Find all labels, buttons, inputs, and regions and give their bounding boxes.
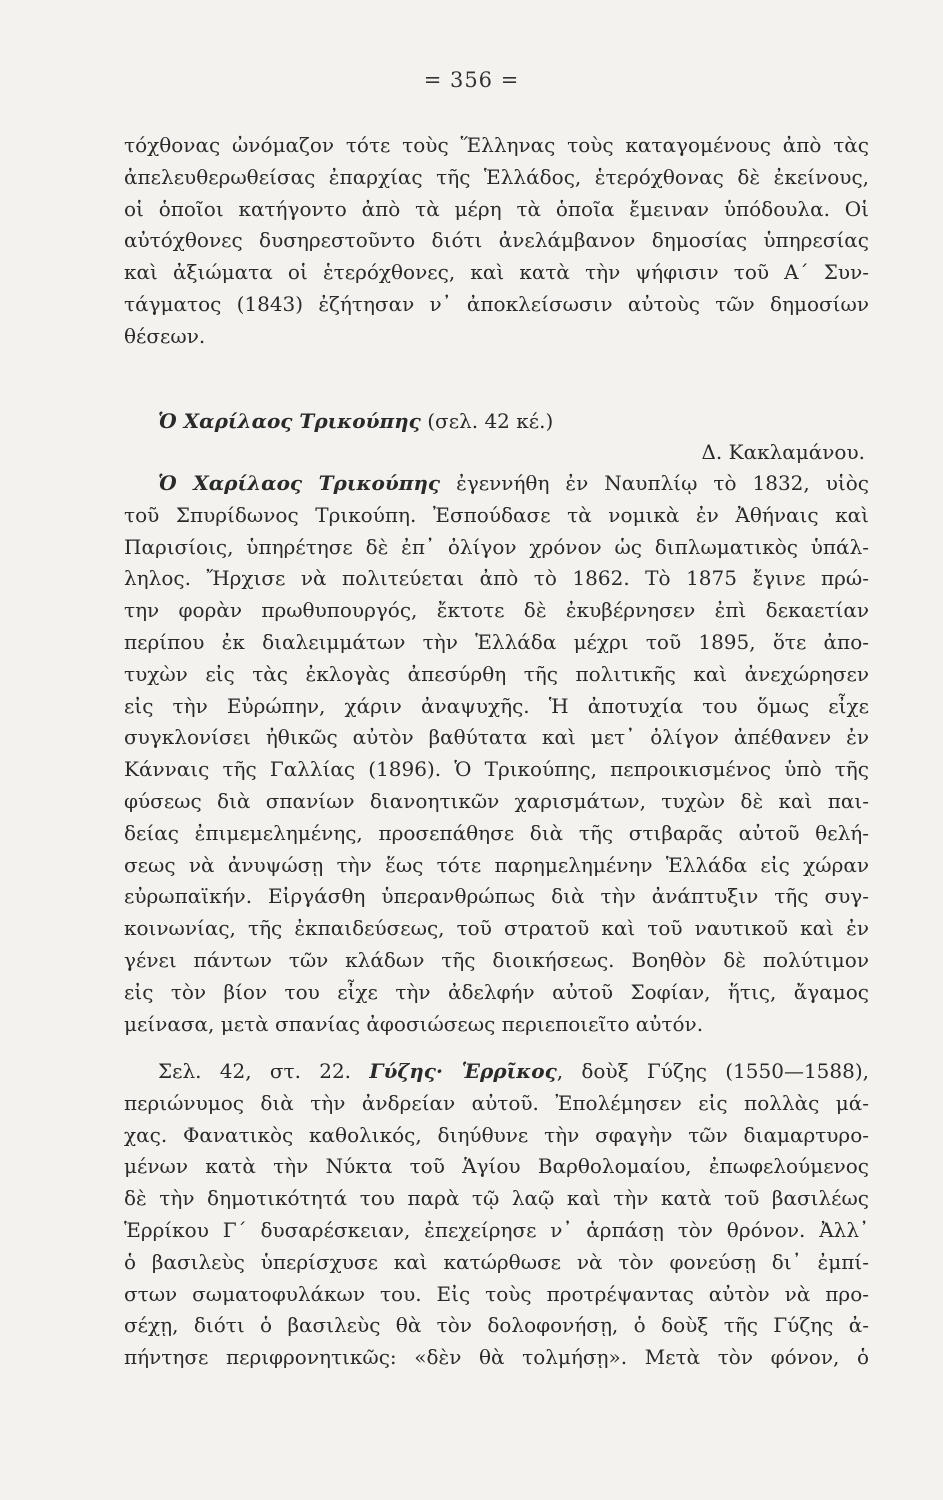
text-line: οἱ ὁποῖοι κατήγοντο ἀπὸ τὰ μέρη τὰ ὁποῖα ἔμειναν ὑπόδουλα. Οἱ [124,196,869,221]
text-line: αὐτόχθονες δυσηρεστοῦντο διότι ἀνελάμβανον δημοσίας ὑπηρεσίας [124,228,869,253]
paragraph-2 [124,468,869,1040]
text-line: γένει πάντων τῶν κλάδων τῆς διοικήσεως. Βοηθὸν δὲ πολύτιμον [124,947,869,972]
text-line: Ἑρρίκου Γ΄ δυσαρέσκειαν, ἐπεχείρησε ν᾽ ἁρπάσῃ τὸν θρόνον. Ἀλλ᾽ [124,1217,869,1242]
paragraph-1 [124,130,869,353]
author-signature: Δ. Κακλαμάνου. [701,440,865,464]
text-line: δείας ἐπιμεμελημένης, προσεπάθησε διὰ τῆς στιβαρᾶς αὐτοῦ θελή- [124,820,869,845]
text-line-first [124,468,869,500]
text-line: εἰς τὸν βίον του εἶχε τὴν ἀδελφήν αὐτοῦ Σοφίαν, ἥτις, ἄγαμος [124,979,869,1004]
text-line: τυχὼν εἰς τὰς ἐκλογὰς ἀπεσύρθη τῆς πολιτικῆς καὶ ἀνεχώρησεν [124,661,869,686]
text-line: εὐρωπαϊκήν. Εἰργάσθη ὑπερανθρώπως διὰ τὴν ἀνάπτυξιν τῆς συγ- [124,884,869,909]
text-line: εἰς τὴν Εὐρώπην, χάριν ἀναψυχῆς. Ἡ ἀποτυχία του ὅμως εἶχε [124,693,869,718]
text-span: ἐγεννήθη ἐν Ναυπλίῳ τὸ 1832, υἱὸς [440,471,869,495]
text-line: στων σωματοφυλάκων του. Εἰς τοὺς προτρέψαντας αὐτὸν νὰ προ- [124,1281,869,1306]
text-line: μένων κατὰ τὴν Νύκτα τοῦ Ἁγίου Βαρθολομαίου, ἐπωφελούμενος [124,1154,869,1179]
text-line: σέχῃ, διότι ὁ βασιλεὺς θὰ τὸν δολοφονήσῃ, ὁ δοὺξ τῆς Γύζης ἀ- [124,1313,869,1338]
text-line: Παρισίοις, ὑπηρέτησε δὲ ἐπ᾽ ὀλίγον χρόνον ὡς διπλωματικὸς ὑπάλ- [124,534,869,559]
text-line: φύσεως διὰ σπανίων διανοητικῶν χαρισμάτων, τυχὼν δὲ καὶ παι- [124,788,869,813]
text-line: δὲ τὴν δημοτικότητά του παρὰ τῷ λαῷ καὶ τὴν κατὰ τοῦ βασιλέως [124,1186,869,1211]
text-line: συγκλονίσει ἠθικῶς αὐτὸν βαθύτατα καὶ μετ᾽ ὀλίγον ἀπέθανεν ἐν [124,725,869,750]
section-heading-title: Ὁ Χαρίλαος Τρικούπης [158,409,421,433]
section-heading [124,406,869,438]
text-line: την φορὰν πρωθυπουργός, ἔκτοτε δὲ ἐκυβέρνησεν ἐπὶ δεκαετίαν [124,598,869,623]
text-line-first [124,1056,869,1088]
text-line: σεως νὰ ἀνυψώσῃ τὴν ἕως τότε παρημελημένην Ἑλλάδα εἰς χώραν [124,852,869,877]
text-line: ἀπελευθερωθείσας ἐπαρχίας τῆς Ἑλλάδος, ἑτερόχθονας δὲ ἐκείνους, [124,164,869,189]
text-line: χας. Φανατικὸς καθολικός, διηύθυνε τὴν σφαγὴν τῶν διαμαρτυρο- [124,1122,869,1147]
paragraph-3 [124,1056,869,1374]
text-line: θέσεων. [124,323,206,348]
text-line: περίπου ἐκ διαλειμμάτων τὴν Ἑλλάδα μέχρι τοῦ 1895, ὅτε ἀπο- [124,629,869,654]
page-number: = 356 = [423,68,520,92]
text-line: τάγματος (1843) ἐζήτησαν ν᾽ ἀποκλείσωσιν αὐτοὺς τῶν δημοσίων [124,291,869,316]
text-line: περιώνυμος διὰ τὴν ἀνδρείαν αὐτοῦ. Ἐπολέμησεν εἰς πολλὰς μά- [124,1090,869,1115]
section-heading-ref: (σελ. 42 κέ.) [420,409,554,433]
person-name: Γύζης· Ἑρρῖκος [369,1059,557,1083]
text-line: μείνασα, μετὰ σπανίας ἀφοσιώσεως περιεποιεῖτο αὐτόν. [124,1011,704,1036]
person-name: Ὁ Χαρίλαος Τρικούπης [158,471,441,495]
text-line: πήντησε περιφρονητικῶς: «δὲν θὰ τολμήσῃ». Μετὰ τὸν φόνον, ὁ [124,1345,869,1370]
text-line: ληλος. Ἤρχισε νὰ πολιτεύεται ἀπὸ τὸ 1862. Τὸ 1875 ἔγινε πρώ- [124,566,869,591]
text-line: τόχθονας ὠνόμαζον τότε τοὺς Ἕλληνας τοὺς καταγομένους ἀπὸ τὰς [124,133,869,157]
text-span: , δοὺξ Γύζης (1550—1588), [556,1059,869,1083]
reference-prefix: Σελ. 42, στ. 22. [158,1059,370,1083]
text-line: κοινωνίας, τῆς ἐκπαιδεύσεως, τοῦ στρατοῦ καὶ τοῦ ναυτικοῦ καὶ ἐν [124,916,869,941]
text-line: Κάνναις τῆς Γαλλίας (1896). Ὁ Τρικούπης, πεπροικισμένος ὑπὸ τῆς [124,757,869,782]
text-line: ὁ βασιλεὺς ὑπερίσχυσε καὶ κατώρθωσε νὰ τὸν φονεύσῃ δι᾽ ἐμπί- [124,1249,869,1274]
text-line: καὶ ἀξιώματα οἱ ἑτερόχθονες, καὶ κατὰ τὴν ψήφισιν τοῦ Α΄ Συν- [124,260,869,285]
text-line: τοῦ Σπυρίδωνος Τρικούπη. Ἐσπούδασε τὰ νομικὰ ἐν Ἀθήναις καὶ [124,502,869,527]
